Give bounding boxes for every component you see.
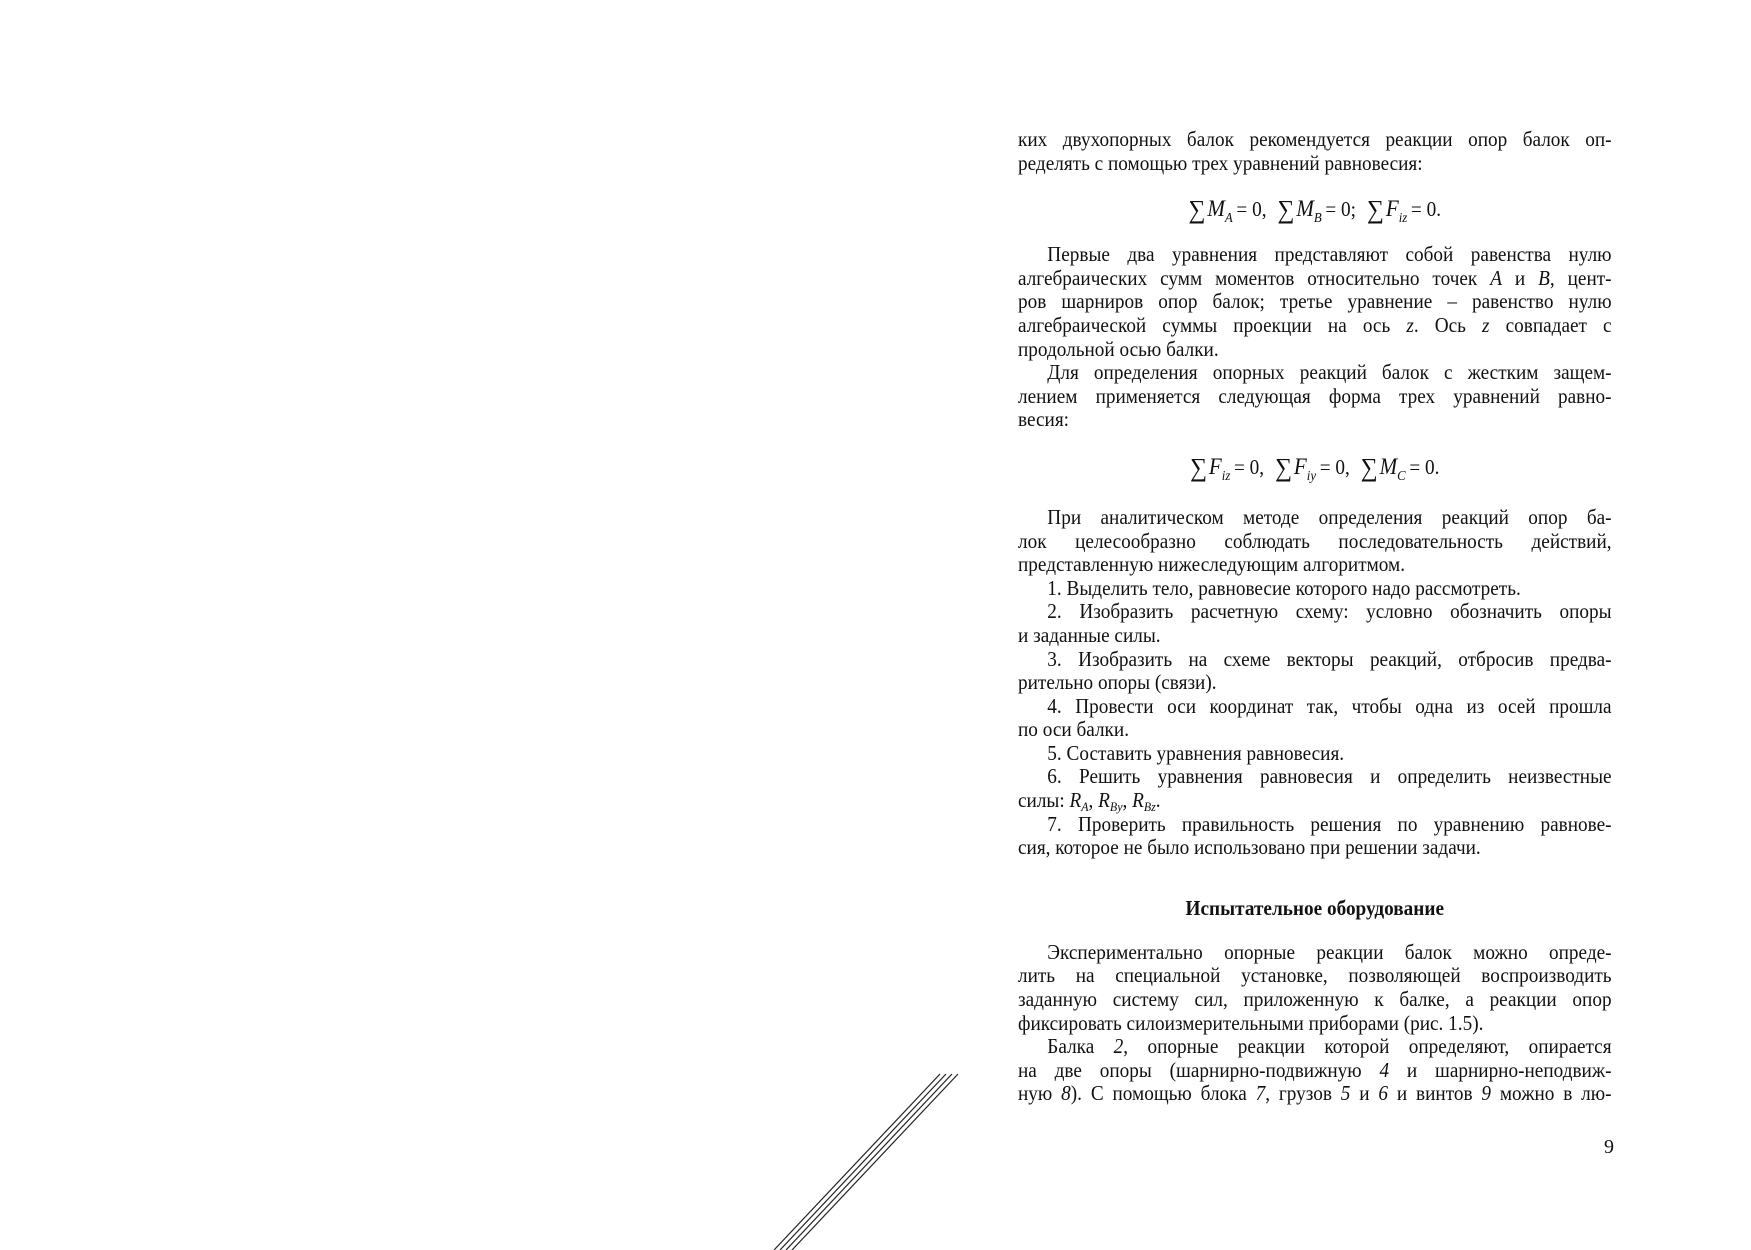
text-run: ров шарниров опор балок; третье уравнение – равенство нулю (1018, 289, 1612, 314)
text-line (1018, 243, 1612, 267)
text-line (1018, 290, 1612, 314)
text-line (1018, 577, 1612, 601)
text-run: Первые два уравнения представляют собой равенства нулю (1047, 242, 1612, 267)
italic-symbol: 6 (1378, 1081, 1389, 1106)
italic-symbol: R (1069, 788, 1082, 813)
italic-symbol: 5 (1340, 1081, 1351, 1106)
italic-symbol: 9 (1481, 1081, 1492, 1106)
text-run: , опорные реакции которой определяют, опирается (1123, 1034, 1612, 1059)
formula-subscript: iz (1398, 211, 1408, 227)
sum-symbol: ∑ (1360, 452, 1378, 482)
sum-symbol: ∑ (1277, 195, 1295, 225)
section-heading: Испытательное оборудование (1185, 895, 1444, 920)
text-run: алгебраической суммы проекции на ось (1018, 312, 1407, 337)
formula-subscript: B (1313, 211, 1322, 227)
text-line (1018, 338, 1612, 362)
text-run: силы: (1018, 788, 1070, 813)
text-run: Для определения опорных реакций балок с жестким защем- (1047, 360, 1612, 385)
formula-term (1190, 452, 1265, 484)
text-line (1018, 1059, 1612, 1083)
formula-variable: F (1385, 196, 1399, 222)
text-run: можно в лю- (1491, 1081, 1612, 1106)
text-line (1018, 988, 1612, 1012)
text-line (1018, 600, 1612, 624)
text-line (1018, 385, 1612, 409)
text-run: и винтов (1388, 1081, 1482, 1106)
text-run: , цент- (1549, 265, 1612, 290)
text-run: фиксировать силоизмерительными приборами (рис. 1.5). (1018, 1010, 1484, 1035)
formula-rhs: = 0, (1236, 197, 1267, 222)
text-run: и (1350, 1081, 1379, 1106)
italic-symbol: R (1132, 788, 1144, 813)
formula-term (1360, 452, 1440, 484)
formula-subscript: iz (1221, 468, 1231, 484)
text-run: алгебраических сумм моментов относительно точек (1018, 265, 1491, 290)
text-line: ределять с помощью трех уравнений равновесия: (1018, 150, 1423, 175)
text-column (1018, 128, 1612, 1106)
formula-subscript: A (1224, 211, 1233, 227)
decorative-diagonal-lines (760, 1060, 980, 1250)
sum-symbol: ∑ (1275, 452, 1293, 482)
italic-symbol: Bz (1143, 799, 1156, 815)
text-run: 7. Проверить правильность решения по уравнению равнове- (1047, 811, 1612, 836)
text-line (1018, 1035, 1612, 1059)
italic-symbol: A (1081, 799, 1089, 815)
formula-variable: F (1208, 453, 1222, 479)
formula-rhs: = 0; (1325, 197, 1357, 222)
text-line (1018, 361, 1612, 385)
text-run: и шарнирно-неподвиж- (1389, 1057, 1612, 1082)
text-run: , (1122, 788, 1133, 813)
text-line (1018, 408, 1612, 432)
text-line (1018, 553, 1612, 577)
text-run: 1. Выделить тело, равновесие которого надо рассмотреть. (1047, 575, 1521, 600)
text-run: заданную систему сил, приложенную к балке, а реакции опор (1018, 987, 1612, 1012)
formula-term (1275, 452, 1350, 484)
paragraph-explanation (1018, 243, 1612, 432)
text-line (1018, 314, 1612, 338)
text-run: рительно опоры (связи). (1018, 670, 1217, 695)
text-run: ). С помощью блока (1070, 1081, 1256, 1106)
paragraph-algorithm (1018, 506, 1612, 860)
paragraph-equipment (1018, 941, 1612, 1106)
text-line (1018, 789, 1612, 813)
paragraph-intro (1018, 128, 1612, 175)
text-run: . Ось (1413, 312, 1483, 337)
text-run: по оси балки. (1018, 717, 1130, 742)
text-run: сия, которое не было использовано при решении задачи. (1018, 835, 1481, 860)
formula-rhs: = 0. (1409, 454, 1440, 479)
italic-symbol: 8 (1061, 1081, 1071, 1106)
italic-symbol: 2 (1113, 1034, 1124, 1059)
text-run: лок целесообразно соблюдать последовательность действий, (1018, 528, 1612, 553)
text-line (1018, 648, 1612, 672)
formula-term (1367, 195, 1442, 227)
text-run: и заданные силы. (1018, 622, 1161, 647)
text-run: 6. Решить уравнения равновесия и определить неизвестные (1047, 764, 1612, 789)
formula-rhs: = 0. (1410, 197, 1442, 222)
text-line (1018, 695, 1612, 719)
text-line (1018, 1082, 1612, 1106)
text-run: 4. Провести оси координат так, чтобы одна из осей прошла (1047, 693, 1612, 718)
text-line (1018, 267, 1612, 291)
text-line (1018, 671, 1612, 695)
text-line (1018, 836, 1612, 860)
text-run: При аналитическом методе определения реакций опор ба- (1047, 504, 1612, 529)
sum-symbol: ∑ (1190, 452, 1208, 482)
text-line (1018, 624, 1612, 648)
text-run: совпадает с (1489, 312, 1612, 337)
italic-symbol: 4 (1379, 1057, 1390, 1082)
text-run: . (1155, 788, 1161, 813)
text-line (1018, 530, 1612, 554)
text-line (1018, 506, 1612, 530)
italic-symbol: z (1482, 312, 1490, 337)
text-run: представленную нижеследующим алгоритмом. (1018, 552, 1406, 577)
text-line (1018, 742, 1612, 766)
text-run: 2. Изобразить расчетную схему: условно обозначить опоры (1047, 599, 1612, 624)
equilibrium-equations-beam (1018, 175, 1612, 243)
text-run: лить на специальной установке, позволяющей воспроизводить (1018, 963, 1612, 988)
text-run: Экспериментально опорные реакции балок можно опреде- (1047, 939, 1612, 964)
text-run: 5. Составить уравнения равновесия. (1047, 740, 1345, 765)
formula-rhs: = 0, (1319, 454, 1350, 479)
text-run: Балка (1047, 1034, 1114, 1059)
text-run: продольной осью балки. (1018, 336, 1219, 361)
text-run: , (1088, 788, 1099, 813)
formula-variable: M (1379, 453, 1398, 479)
formula-rhs: = 0, (1234, 454, 1265, 479)
text-line (1018, 765, 1612, 789)
text-run: весия: (1018, 407, 1070, 432)
text-run: ную (1018, 1081, 1062, 1106)
text-run: , грузов (1265, 1081, 1341, 1106)
formula-subscript: C (1397, 468, 1406, 484)
text-line (1018, 941, 1612, 965)
italic-symbol: B (1538, 265, 1550, 290)
formula-term (1277, 195, 1357, 227)
sum-symbol: ∑ (1367, 195, 1384, 225)
formula-variable: M (1296, 196, 1314, 222)
italic-symbol: R (1098, 788, 1110, 813)
text-line (1018, 1012, 1612, 1036)
formula-subscript: iy (1306, 468, 1317, 484)
text-line (1018, 964, 1612, 988)
text-run: лением применяется следующая форма трех уравнений равно- (1018, 383, 1612, 408)
italic-symbol: 7 (1255, 1081, 1266, 1106)
equilibrium-equations-fixed (1018, 432, 1612, 506)
italic-symbol: A (1490, 265, 1502, 290)
formula-term (1188, 195, 1267, 227)
text-run: на две опоры (шарнирно-подвижную (1018, 1057, 1380, 1082)
formula-variable: F (1293, 453, 1307, 479)
text-line (1018, 718, 1612, 742)
text-run: и (1501, 265, 1539, 290)
text-line: ких двухопорных балок рекомендуется реакции опор балок оп- (1018, 127, 1612, 151)
italic-symbol: By (1109, 799, 1123, 815)
text-run: 3. Изобразить на схеме векторы реакций, отбросив предва- (1047, 646, 1612, 671)
page-number: 9 (1604, 1136, 1614, 1158)
sum-symbol: ∑ (1188, 195, 1206, 225)
italic-symbol: z (1406, 312, 1414, 337)
formula-variable: M (1207, 196, 1225, 222)
text-line (1018, 813, 1612, 837)
